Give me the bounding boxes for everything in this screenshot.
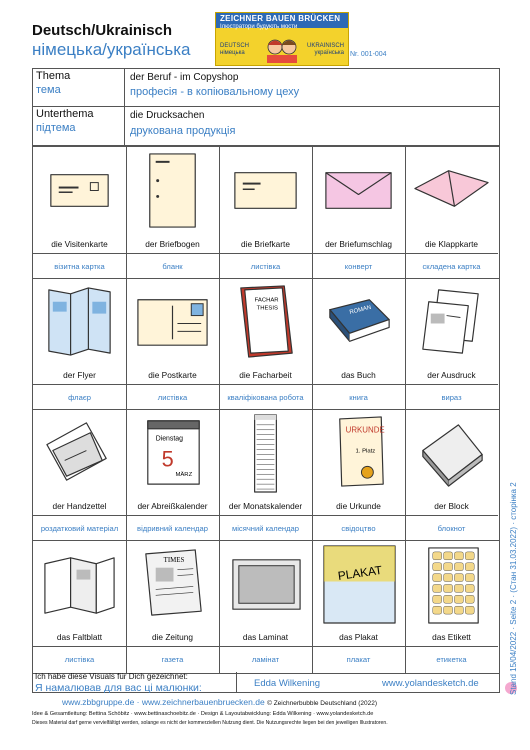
word-de: die Visitenkarte [51,239,108,249]
thema-label-uk: тема [36,84,61,96]
business-card-icon [37,149,122,232]
word-de: die Facharbeit [239,370,292,380]
word-uk: свідоцтво [341,523,376,533]
postcard-icon [130,280,215,363]
word-uk: плакат [346,654,371,664]
vocab-card [126,147,219,278]
svg-text:URKUNDE: URKUNDE [345,425,385,435]
vocab-card [126,540,219,671]
word-de: der Abreißkalender [137,501,208,511]
project-logo [215,12,349,66]
vocab-card [219,409,312,540]
vocab-card [219,278,312,409]
word-de: die Postkarte [148,370,197,380]
logo-right-bottom: українська [314,50,344,56]
word-uk: газета [161,654,184,664]
word-uk: місячний календар [232,523,299,533]
word-uk: ламінат [251,654,280,664]
word-de: das Etikett [432,632,471,642]
svg-text:Dienstag: Dienstag [155,435,183,443]
thema-value: der Beruf - im Copyshop [130,72,239,83]
vocab-card [405,278,498,409]
topic-table [32,68,500,146]
vocabulary-grid [32,146,500,674]
laminate-icon [223,542,308,625]
printout-icon [409,280,494,363]
word-de: die Briefkarte [241,239,290,249]
envelope-icon [316,149,401,232]
monthly-calendar-icon [223,411,308,494]
drawn-by-label-uk: Я намалював для вас ці малюнки: [35,682,202,694]
certificate-icon [316,411,401,494]
people-faces-icon [264,35,300,63]
word-de: der Monatskalender [228,501,303,511]
svg-text:PLAKAT: PLAKAT [336,562,384,583]
word-de: die Urkunde [336,501,381,511]
artist-website-link[interactable]: www.yolandesketch.de [382,678,479,689]
notepad-icon [409,411,494,494]
word-de: die Zeitung [151,632,194,642]
logo-line-1: ZEICHNER BAUEN BRÜCKEN [220,14,341,23]
word-de: das Laminat [242,632,289,642]
vocab-card [33,278,126,409]
unterthema-label: Unterthema [36,108,94,120]
vocab-card [219,147,312,278]
word-uk: книга [349,392,368,402]
word-uk: етикетка [436,654,467,664]
leaflet-icon [37,542,122,625]
drawn-by-label: Ich habe diese Visuals für Dich gezeichnet: [35,672,188,681]
label-sheet-icon [409,542,494,625]
tear-off-calendar-icon [130,411,215,494]
folded-card-icon [409,149,494,232]
word-uk: бланк [162,261,183,271]
word-de: der Ausdruck [427,370,476,380]
word-de: das Faltblatt [56,632,103,642]
letter-card-icon [223,149,308,232]
logo-right-top: UKRAINISCH [306,43,344,49]
unterthema-value: die Drucksachen [130,110,205,121]
sheet-number: Nr. 001-004 [350,51,387,58]
word-de: die Klappkarte [424,239,479,249]
version-stamp: Stand 15/04/2022 · Seite 2 · (Стан 31.03.2022) · сторінка 2 [509,482,518,695]
page-title-uk: німецька/українська [32,40,191,59]
flyer-icon [37,280,122,363]
word-uk: листівка [157,392,188,402]
word-uk: флаєр [68,392,91,402]
newspaper-icon [130,542,215,625]
word-uk: роздатковий матеріал [40,523,119,533]
svg-text:THESIS: THESIS [256,305,278,312]
word-uk: листівка [250,261,281,271]
svg-text:MÄRZ: MÄRZ [175,472,193,479]
word-de: der Block [434,501,469,511]
word-uk: складена картка [422,261,481,271]
vocab-card [312,278,405,409]
vocab-card [405,540,498,671]
unterthema-value-uk: друкована продукція [130,125,236,137]
svg-text:TIMES: TIMES [163,556,185,564]
svg-text:5: 5 [161,446,174,472]
artist-name: Edda Wilkening [254,678,321,689]
vocab-card [126,278,219,409]
word-de: das Plakat [339,632,378,642]
svg-text:ROMAN: ROMAN [349,304,372,316]
word-uk: конверт [344,261,373,271]
word-uk: візитна картка [54,261,105,271]
logo-line-2: Ілюстратори будують мости [220,24,298,30]
credits-line-2: Dieses Material darf gerne vervielfältigt werden, solange es nicht der kommerziellen Nutzung dient. Die Nutzungsrechte liegen bei den jeweiligen Illustratoren. [32,720,388,726]
project-urls: www.zbbgruppe.de · www.zeichnerbauenbruecken.de [62,697,265,707]
credits-line-1: Idee & Gesamtleitung: Bettina Schöbitz · www.bettinaschoebitz.de · Design & Layoutabwicklung: Edda Wilkening · www.yolandesketch.de [32,711,374,717]
vocab-card [219,540,312,671]
book-icon [316,280,401,363]
illustrator-credit [32,672,500,693]
vocab-card [33,409,126,540]
vocab-card [405,409,498,540]
logo-left-top: DEUTSCH [220,43,250,49]
svg-text:FACHAR: FACHAR [254,297,279,304]
thema-value-uk: професія - в копіювальному цеху [130,86,300,98]
handout-icon [37,411,122,494]
vocab-card [312,409,405,540]
vocab-card [312,540,405,671]
word-de: das Buch [341,370,376,380]
letterhead-icon [130,149,215,232]
vocab-card [312,147,405,278]
word-uk: блокнот [437,523,466,533]
word-uk: відривний календар [137,523,208,533]
vocab-card [405,147,498,278]
unterthema-label-uk: підтема [36,122,76,134]
word-de: der Briefumschlag [325,239,392,249]
word-de: der Flyer [63,370,96,380]
vocab-card [33,147,126,278]
word-uk: вираз [441,392,462,402]
thesis-icon [223,280,308,363]
logo-left-bottom: німецька [220,50,245,56]
word-uk: листівка [64,654,95,664]
word-uk: кваліфікована робота [227,392,304,402]
vocab-card [126,409,219,540]
copyright: © Zeichnerbubble Deutschland (2022) [267,700,378,707]
word-de: der Briefbogen [145,239,200,249]
svg-text:1. Platz: 1. Platz [355,448,376,455]
footer-links[interactable] [62,697,377,707]
thema-label: Thema [36,70,71,82]
page-title-de: Deutsch/Ukrainisch [32,22,173,39]
word-de: der Handzettel [52,501,107,511]
poster-icon [316,542,401,625]
vocab-card [33,540,126,671]
